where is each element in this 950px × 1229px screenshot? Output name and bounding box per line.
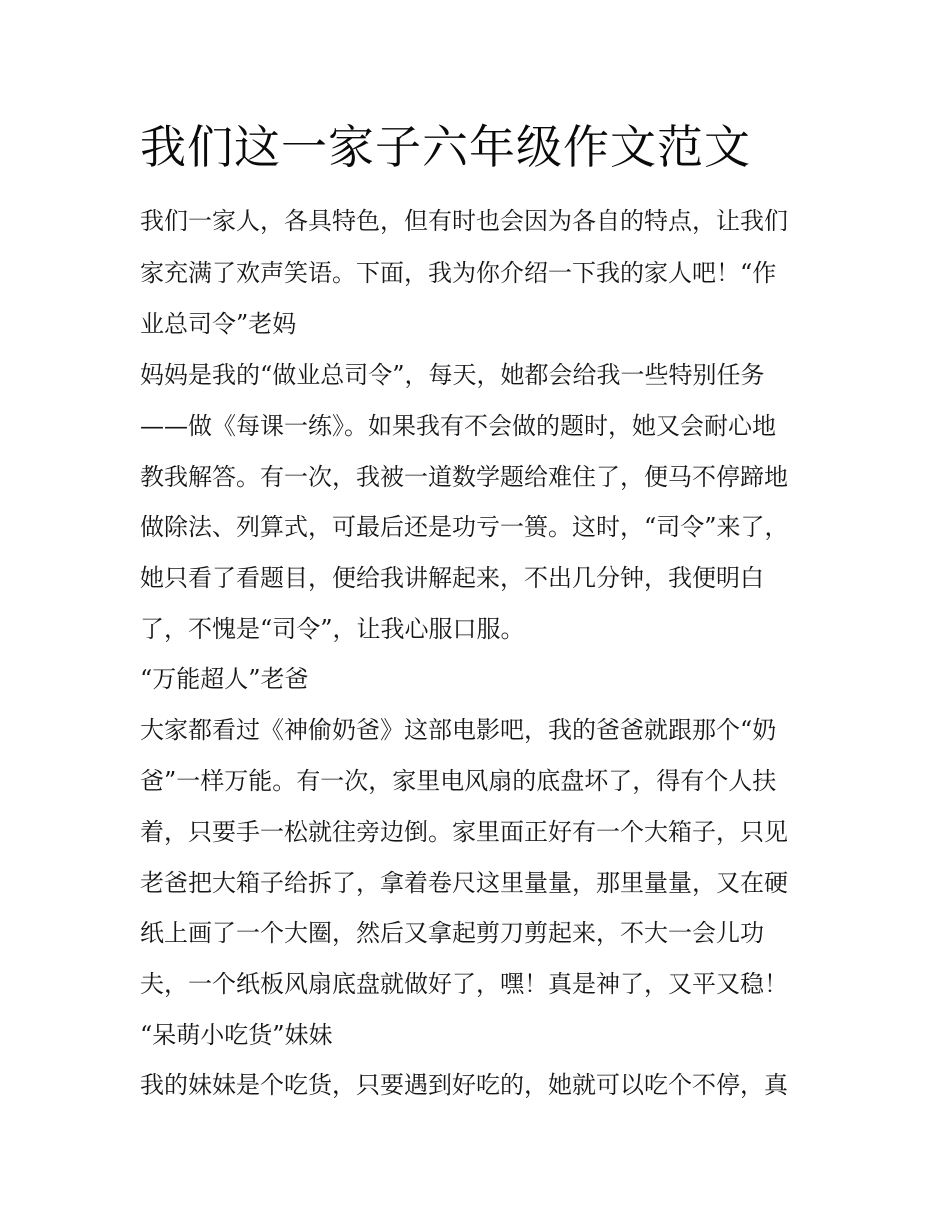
text-line: 了，不愧是“司令”，让我心服口服。 — [140, 615, 525, 643]
text-line: 我的妹妹是个吃货，只要遇到好吃的，她就可以吃个不停，真 — [140, 1071, 788, 1099]
text-line: 家充满了欢声笑语。下面，我为你介绍一下我的家人吧！“作 — [140, 259, 777, 287]
text-line: 夫，一个纸板风扇底盘就做好了，嘿！真是神了，又平又稳！ — [140, 970, 788, 998]
text-line: 纸上画了一个大圈，然后又拿起剪刀剪起来，不大一会儿功 — [140, 919, 764, 947]
text-line: 她只看了看题目，便给我讲解起来，不出几分钟，我便明白 — [140, 564, 764, 592]
text-line: 我们一家人，各具特色，但有时也会因为各自的特点，让我们 — [140, 207, 788, 235]
text-line: 大家都看过《神偷奶爸》这部电影吧，我的爸爸就跟那个“奶 — [140, 716, 777, 744]
text-line: 老爸把大箱子给拆了，拿着卷尺这里量量，那里量量，又在硬 — [140, 869, 788, 897]
document-title: 我们这一家子六年级作文范文 — [140, 120, 751, 174]
text-line: 着，只要手一松就往旁边倒。家里面正好有一个大箱子，只见 — [140, 818, 788, 846]
section-heading: “万能超人”老爸 — [140, 665, 309, 693]
text-line: ——做《每课一练》。如果我有不会做的题时，她又会耐心地 — [140, 412, 776, 440]
text-line: 业总司令”老妈 — [140, 310, 297, 338]
text-line: 做除法、列算式，可最后还是功亏一篑。这时，“司令”来了， — [140, 513, 789, 541]
text-line: 爸”一样万能。有一次，家里电风扇的底盘坏了，得有个人扶 — [140, 767, 777, 795]
text-line: 妈妈是我的“做业总司令”，每天，她都会给我一些特别任务 — [140, 361, 765, 389]
section-heading: “呆萌小吃货”妹妹 — [140, 1021, 333, 1049]
text-line: 教我解答。有一次，我被一道数学题给难住了，便马不停蹄地 — [140, 463, 788, 491]
